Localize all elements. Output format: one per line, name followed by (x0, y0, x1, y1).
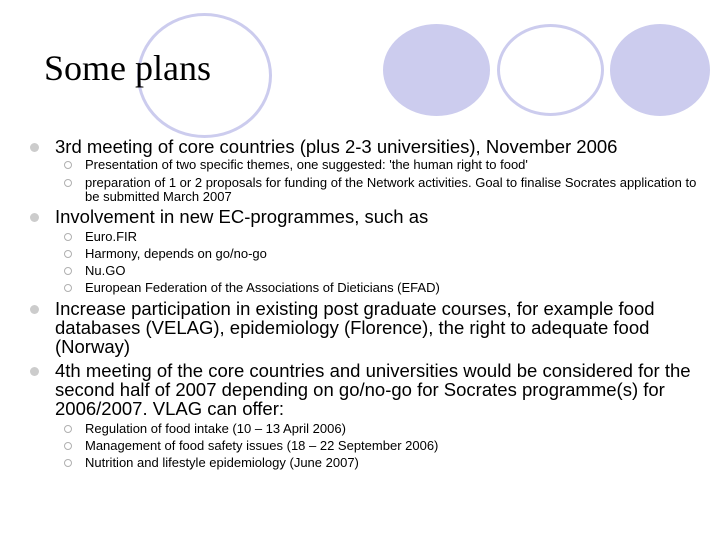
bullet-text: 4th meeting of the core countries and universities would be considered for the second half of 2007 depending on go/no-go for Socrates programme(s) for 2006/2007. VLAG can offer: (55, 360, 691, 419)
bullet-dot-icon (30, 213, 39, 222)
sub-bullet-text: Euro.FIR (85, 229, 138, 244)
slide-title: Some plans (44, 48, 211, 88)
sub-bullet-item (85, 176, 705, 204)
sub-bullet-text: preparation of 1 or 2 proposals for funding of the Network activities. Goal to finalise Socrates application to be submitted March 2007 (85, 175, 697, 204)
sub-bullet-text: Regulation of food intake (10 – 13 April 2006) (85, 421, 346, 436)
sub-bullet-text: Nutrition and lifestyle epidemiology (June 2007) (85, 455, 359, 470)
sub-bullet-item (85, 230, 705, 244)
sub-bullet-circle-icon (64, 425, 72, 433)
bullet-dot-icon (30, 367, 39, 376)
sub-bullet-circle-icon (64, 459, 72, 467)
bullet-text: Involvement in new EC-programmes, such as (55, 206, 429, 227)
sub-bullet-circle-icon (64, 233, 72, 241)
sub-bullet-circle-icon (64, 161, 72, 169)
decorative-circle-3 (497, 24, 604, 116)
sub-bullet-item (85, 439, 705, 453)
sub-bullet-item (85, 158, 705, 172)
bullet-text: Increase participation in existing post graduate courses, for example food databases (VELAG), epidemiology (Florence), the right to adequate food (Norway) (55, 298, 655, 357)
sub-bullet-text: Harmony, depends on go/no-go (85, 246, 267, 261)
sub-bullet-text: European Federation of the Associations of Dieticians (EFAD) (85, 280, 440, 295)
bullet-item-2 (55, 207, 705, 226)
bullet-text: 3rd meeting of core countries (plus 2-3 universities), November 2006 (55, 136, 618, 157)
sub-bullet-item (85, 456, 705, 470)
sub-bullet-text: Presentation of two specific themes, one suggested: 'the human right to food' (85, 157, 528, 172)
bullet-dot-icon (30, 305, 39, 314)
bullet-item-3 (55, 299, 705, 356)
bullet-item-4 (55, 361, 705, 418)
sub-bullet-circle-icon (64, 267, 72, 275)
decorative-circle-4 (610, 24, 710, 116)
sub-bullet-item (85, 247, 705, 261)
sub-bullet-item (85, 281, 705, 295)
sub-bullet-circle-icon (64, 179, 72, 187)
sub-bullet-text: Management of food safety issues (18 – 22 September 2006) (85, 438, 439, 453)
bullet-dot-icon (30, 143, 39, 152)
sub-bullet-circle-icon (64, 250, 72, 258)
sub-bullet-item (85, 264, 705, 278)
sub-bullet-circle-icon (64, 442, 72, 450)
decorative-circle-2 (383, 24, 490, 116)
sub-bullet-item (85, 422, 705, 436)
bullet-item-1 (55, 137, 705, 156)
sub-bullet-text: Nu.GO (85, 263, 126, 278)
sub-bullet-circle-icon (64, 284, 72, 292)
